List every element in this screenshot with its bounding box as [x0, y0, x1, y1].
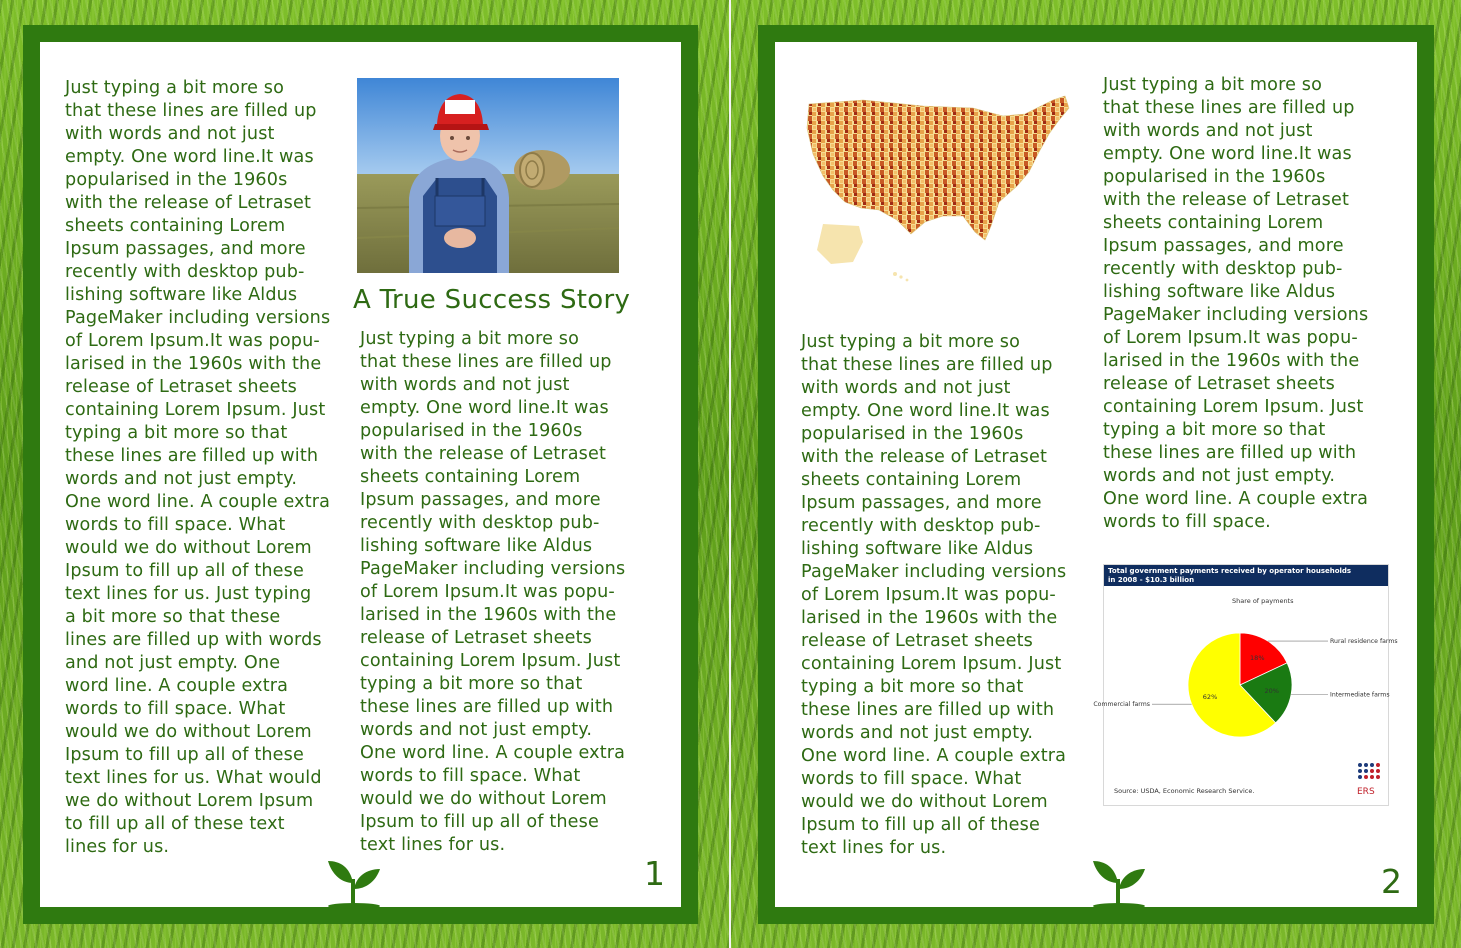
farmer-photo — [357, 78, 619, 273]
chart-source: Source: USDA, Economic Research Service. — [1114, 787, 1255, 795]
pie-plot — [1093, 565, 1398, 805]
sprout-icon — [1091, 853, 1147, 907]
story-title: A True Success Story — [353, 285, 631, 315]
chart-title-line-2: in 2008 - $10.3 billion — [1108, 576, 1195, 584]
page-number: 1 — [644, 854, 665, 893]
usa-county-map — [803, 94, 1083, 286]
page-1-column-2-text: Just typing a bit more so that these lines are filled up with words and not just empty. One word line.It was popularised in the 1960s with the release of Letraset sheets containing Lorem Ipsum passages, and more recently with desktop pub- lishing software like Aldus PageMaker including versions of Lorem Ipsum.It was popu- larised in the 1960s with the release of Letraset sheets containing Lorem Ipsum. Just typing a bit more so that these lines are filled up with words and not just empty. One word line. A couple extra words to fill space. What would we do without Lorem Ipsum to fill up all of these text lines for us. — [360, 329, 626, 855]
pie-category-label: Commercial farms — [1093, 701, 1150, 709]
chart-subtitle: Share of payments — [1232, 597, 1294, 605]
pie-percent-label: 18% — [1250, 653, 1265, 662]
pie-percent-label: 20% — [1264, 687, 1279, 696]
pie-category-label: Rural residence farms — [1330, 638, 1398, 646]
pie-category-label: Intermediate farms — [1330, 691, 1390, 699]
pie-percent-label: 62% — [1202, 692, 1218, 701]
page-2-column-1-text: Just typing a bit more so that these lines are filled up with words and not just empty. One word line.It was popularised in the 1960s with the release of Letraset sheets containing Lorem Ipsum passages, and more recently with desktop pub- lishing software like Aldus PageMaker including versions of Lorem Ipsum.It was popu- larised in the 1960s with the release of Letraset sheets containing Lorem Ipsum. Just typing a bit more so that these lines are filled up with words and not just empty. One word line. A couple extra words to fill space. What would we do without Lorem Ipsum to fill up all of these text lines for us. — [801, 332, 1067, 858]
ers-logo-text: ERS — [1357, 787, 1375, 797]
page-2 — [758, 25, 1434, 924]
page-number: 2 — [1381, 862, 1402, 901]
page-2-content — [775, 42, 1417, 907]
payments-pie-chart — [1093, 564, 1398, 806]
page-1-content — [40, 42, 681, 907]
sprout-icon — [326, 853, 382, 907]
page-1-column-1-text: Just typing a bit more so that these lines are filled up with words and not just empty. One word line.It was popularised in the 1960s with the release of Letraset sheets containing Lorem Ipsum passages, and more recently with desktop pub- lishing software like Aldus PageMaker including versions of Lorem Ipsum.It was popu- larised in the 1960s with the release of Letraset sheets containing Lorem Ipsum. Just typing a bit more so that these lines are filled up with words and not just empty. One word line. A couple extra words to fill space. What would we do without Lorem Ipsum to fill up all of these text lines for us. Just typing a bit more so that these lines are filled up with words and not just empty. One word line. A couple extra words to fill space. What would we do without Lorem Ipsum to fill up all of these text lines for us. What would we do without Lorem Ipsum to fill up all of these text lines for us. — [65, 78, 331, 857]
page-1 — [23, 25, 698, 924]
page-2-column-2-text: Just typing a bit more so that these lines are filled up with words and not just empty. One word line.It was popularised in the 1960s with the release of Letraset sheets containing Lorem Ipsum passages, and more recently with desktop pub- lishing software like Aldus PageMaker including versions of Lorem Ipsum.It was popu- larised in the 1960s with the release of Letraset sheets containing Lorem Ipsum. Just typing a bit more so that these lines are filled up with words and not just empty. One word line. A couple extra words to fill space. — [1103, 75, 1369, 532]
chart-title-line-1: Total government payments received by operator households — [1108, 567, 1352, 575]
spread-divider — [729, 0, 731, 948]
